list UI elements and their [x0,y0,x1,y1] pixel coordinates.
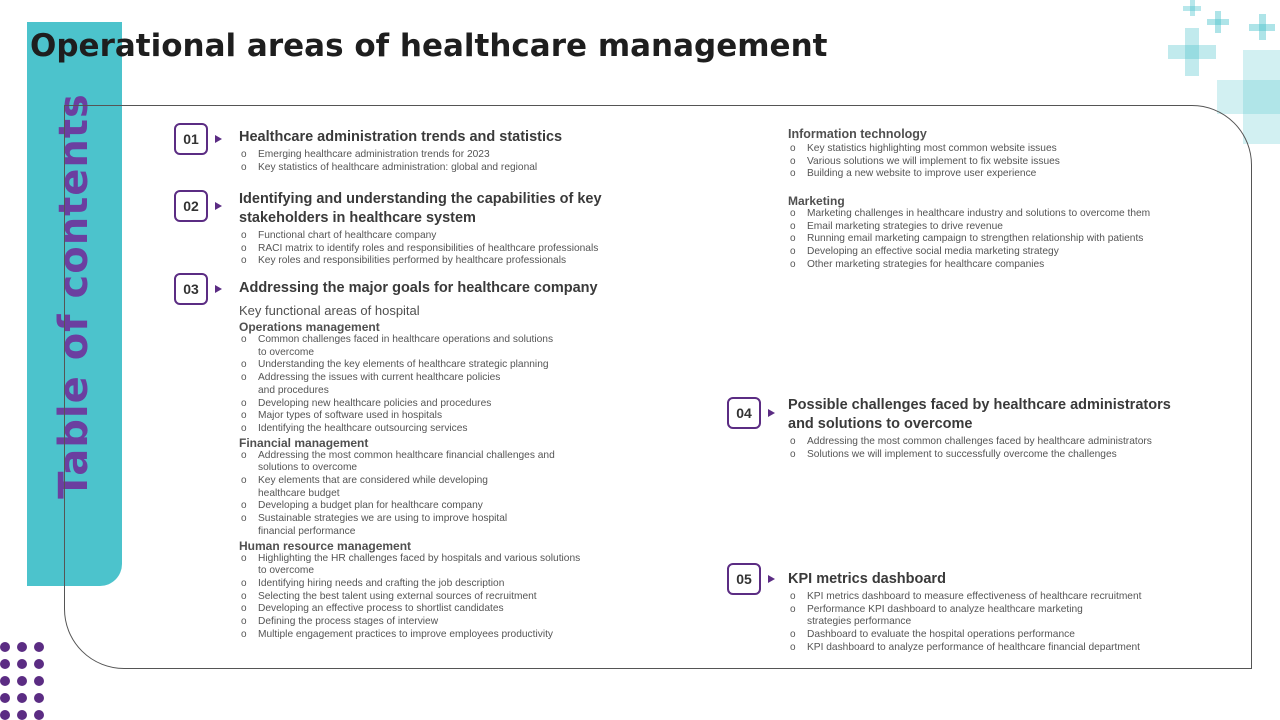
table-of-contents-label: Table of contents [51,93,97,499]
list-item-continued [239,526,709,539]
list-item-text: healthcare budget [258,487,340,499]
list-item: o Sustainable strategies we are using to improve hospital [239,513,709,526]
list-item: o Solutions we will implement to successfully overcome the challenges [788,449,1228,462]
list-item-continued [239,565,709,578]
section-03-heading: Addressing the major goals for healthcare company [239,280,598,296]
list-item: o Addressing the issues with current healthcare policies [239,372,709,385]
section-number-03: 03 [174,273,208,305]
section-number-05: 05 [727,563,761,595]
list-item-text: strategies performance [807,616,912,628]
human-resource-management-title: Human resource management [239,538,412,553]
list-item: o Highlighting the HR challenges faced by hospitals and various solutions [239,553,709,566]
list-item: o Key elements that are considered while developing [239,475,709,488]
list-item-continued [239,385,709,398]
list-item: o Emerging healthcare administration trends for 2023 [239,149,699,162]
section-03 [239,279,709,641]
list-item: o Developing an effective social media marketing strategy [788,246,1208,259]
marketing-block [788,194,1208,272]
section-02-list [239,230,699,268]
list-item: o Performance KPI dashboard to analyze healthcare marketing [788,604,1228,617]
list-item-text: to overcome [258,346,315,358]
section-05-heading: KPI metrics dashboard [788,571,946,587]
section-01-list [239,149,699,174]
list-item: o Identifying the healthcare outsourcing services [239,423,709,436]
section-01 [239,128,699,174]
section-01-heading: Healthcare administration trends and statistics [239,129,563,145]
operations-management-list [239,334,709,436]
section-02-heading-line2: stakeholders in healthcare system [239,210,476,226]
section-04 [788,396,1228,461]
list-item-text: financial performance [258,525,356,537]
information-technology-block [788,126,1208,181]
list-item: o Email marketing strategies to drive revenue [788,221,1208,234]
dot-pattern-decoration [0,642,44,720]
section-03-subheading: Key functional areas of hospital [239,303,420,318]
information-technology-list [788,143,1208,181]
arrow-icon [215,285,222,293]
information-technology-title: Information technology [788,127,927,141]
list-item: o Building a new website to improve user experience [788,168,1208,181]
list-item: o Identifying hiring needs and crafting the job description [239,578,709,591]
list-item-continued [239,488,709,501]
section-04-heading-line2: and solutions to overcome [788,416,973,432]
section-number-01: 01 [174,123,208,155]
financial-management-list [239,450,709,539]
operations-management-title: Operations management [239,320,380,334]
list-item: o Understanding the key elements of healthcare strategic planning [239,359,709,372]
list-item: o Marketing challenges in healthcare industry and solutions to overcome them [788,208,1208,221]
list-item: o Developing new healthcare policies and procedures [239,398,709,411]
list-item: o KPI metrics dashboard to measure effectiveness of healthcare recruitment [788,591,1228,604]
list-item: o Various solutions we will implement to fix website issues [788,156,1208,169]
list-item: o Common challenges faced in healthcare operations and solutions [239,334,709,347]
list-item-continued [788,616,1228,629]
list-item-continued [239,462,709,475]
section-05 [788,570,1228,655]
section-04-heading-line1: Possible challenges faced by healthcare administrators [788,397,1171,413]
arrow-icon [215,135,222,143]
financial-management-title: Financial management [239,435,369,450]
section-number-04: 04 [727,397,761,429]
section-04-list [788,436,1228,461]
arrow-icon [768,575,775,583]
list-item: o KPI dashboard to analyze performance of healthcare financial department [788,642,1228,655]
list-item: o Selecting the best talent using external sources of recruitment [239,591,709,604]
list-item: o Key statistics highlighting most common website issues [788,143,1208,156]
list-item-text: to overcome [258,565,315,577]
arrow-icon [215,202,222,210]
list-item: o Other marketing strategies for healthcare companies [788,259,1208,272]
list-item-text: solutions to overcome [258,462,358,474]
page-title: Operational areas of healthcare management [30,28,828,64]
section-05-list [788,591,1228,655]
section-02 [239,190,699,268]
list-item: o Addressing the most common healthcare financial challenges and [239,450,709,463]
list-item: o Developing a budget plan for healthcare company [239,500,709,513]
arrow-icon [768,409,775,417]
list-item: o Developing an effective process to shortlist candidates [239,603,709,616]
list-item-text: and procedures [258,384,329,396]
list-item: o Defining the process stages of interview [239,616,709,629]
list-item: o Running email marketing campaign to strengthen relationship with patients [788,233,1208,246]
marketing-title: Marketing [788,194,845,208]
list-item-continued [239,347,709,360]
list-item: o RACI matrix to identify roles and responsibilities of healthcare professionals [239,243,699,256]
section-number-02: 02 [174,190,208,222]
list-item: o Addressing the most common challenges faced by healthcare administrators [788,436,1228,449]
list-item: o Dashboard to evaluate the hospital operations performance [788,629,1228,642]
human-resource-management-list [239,553,709,642]
section-02-heading-line1: Identifying and understanding the capabilities of key [239,191,602,207]
list-item: o Functional chart of healthcare company [239,230,699,243]
list-item: o Multiple engagement practices to improve employees productivity [239,629,709,642]
list-item: o Key statistics of healthcare administration: global and regional [239,162,699,175]
list-item: o Key roles and responsibilities performed by healthcare professionals [239,255,699,268]
list-item: o Major types of software used in hospitals [239,410,709,423]
marketing-list [788,208,1208,272]
